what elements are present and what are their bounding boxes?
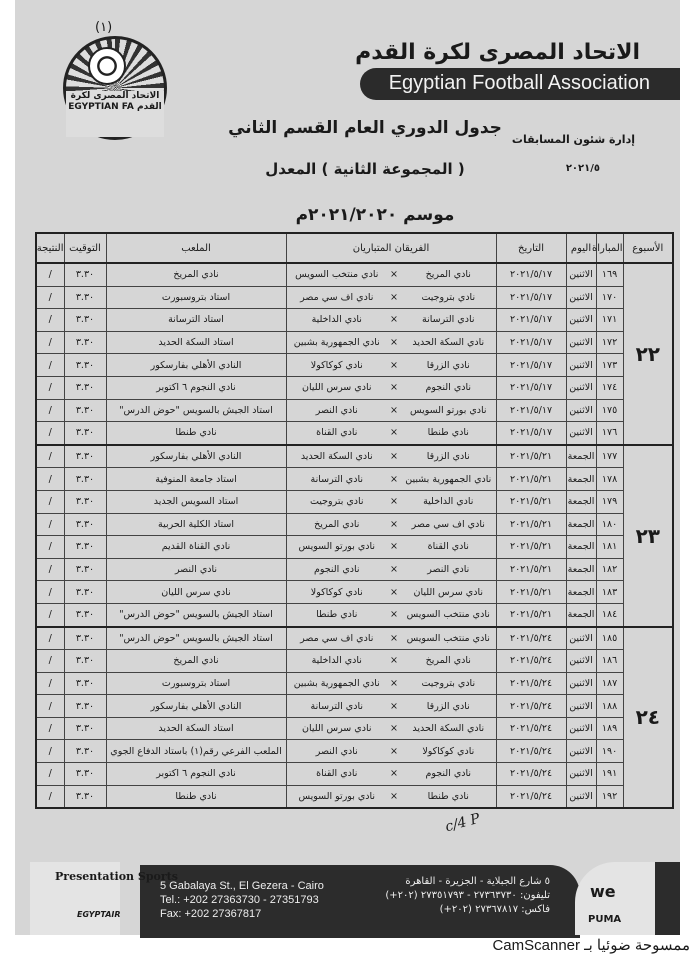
signature: c/4 P [443,810,482,836]
match-result: / [36,286,64,309]
home-team: نادي القناة [401,536,496,559]
match-date: ٢٠٢١/٥/١٧ [496,331,566,354]
stadium: استاد جامعة المنوفية [106,468,286,491]
kickoff-time: ٣.٣٠ [64,286,106,309]
vs-mark: × [387,785,401,808]
match-number: ١٧٦ [596,422,623,445]
home-team: نادي السكة الحديد [401,331,496,354]
kickoff-time: ٣.٣٠ [64,717,106,740]
match-result: / [36,399,64,422]
match-result: / [36,331,64,354]
stadium: استاد الكلية الحربية [106,513,286,536]
home-team: نادي الترسانة [401,309,496,332]
table-row [36,763,673,786]
table-row [36,695,673,718]
match-number: ١٧٤ [596,376,623,399]
table-row [36,672,673,695]
away-team: نادي كوكاكولا [286,354,387,377]
vs-mark: × [387,376,401,399]
match-number: ١٨٩ [596,717,623,740]
match-date: ٢٠٢١/٥/١٧ [496,354,566,377]
away-team: نادي النجوم [286,558,387,581]
document-subtitle: ( المجموعة الثانية ) المعدل [265,160,465,178]
vs-mark: × [387,627,401,650]
away-team: نادي المريخ [286,513,387,536]
match-number: ١٨٢ [596,558,623,581]
match-day: الجمعة [566,513,596,536]
match-number: ١٧٥ [596,399,623,422]
match-result: / [36,536,64,559]
football-icon [88,47,126,85]
match-date: ٢٠٢١/٥/١٧ [496,376,566,399]
vs-mark: × [387,740,401,763]
camscanner-watermark: ممسوحة ضوئيا بـ CamScanner [492,937,690,954]
vs-mark: × [387,422,401,445]
match-date: ٢٠٢١/٥/٢٤ [496,695,566,718]
fax-en: Fax: +202 27367817 [160,908,262,920]
match-number: ١٧٨ [596,468,623,491]
match-number: ١٧٢ [596,331,623,354]
kickoff-time: ٣.٣٠ [64,376,106,399]
week-cell: ٢٤ [623,627,673,809]
stadium: نادي النجوم ٦ اكتوبر [106,763,286,786]
match-result: / [36,263,64,286]
tel-ar: تليفون: ٢٧٣٦٣٧٣٠ - ٢٧٣٥١٧٩٣ (٢٠٢+) [385,890,550,901]
away-team: نادي الجمهورية بشبين [286,672,387,695]
table-row [36,286,673,309]
table-row [36,399,673,422]
match-date: ٢٠٢١/٥/٢١ [496,513,566,536]
away-team: نادي كوكاكولا [286,581,387,604]
table-row [36,422,673,445]
vs-mark: × [387,650,401,673]
match-date: ٢٠٢١/٥/٢٤ [496,672,566,695]
home-team: نادي النصر [401,558,496,581]
table-row [36,603,673,626]
efa-logo [63,36,167,140]
match-number: ١٨٨ [596,695,623,718]
match-number: ١٦٩ [596,263,623,286]
vs-mark: × [387,286,401,309]
match-number: ١٧٠ [596,286,623,309]
vs-mark: × [387,490,401,513]
kickoff-time: ٣.٣٠ [64,331,106,354]
stadium: نادي سرس الليان [106,581,286,604]
header-day: اليوم [566,233,596,263]
home-team: نادي الجمهورية بشبين [401,468,496,491]
kickoff-time: ٣.٣٠ [64,740,106,763]
header-week: الأسبوع [623,233,673,263]
kickoff-time: ٣.٣٠ [64,603,106,626]
match-result: / [36,650,64,673]
vs-mark: × [387,354,401,377]
away-team: نادي الجمهورية بشبين [286,331,387,354]
egyptair-logo: EGYPTAIR [77,910,121,919]
stadium: النادي الأهلي بفارسكور [106,695,286,718]
home-team: نادي اف سي مصر [401,513,496,536]
match-result: / [36,717,64,740]
footer-edge [655,862,680,935]
match-day: الاثنين [566,399,596,422]
match-date: ٢٠٢١/٥/٢٤ [496,763,566,786]
match-number: ١٧٩ [596,490,623,513]
vs-mark: × [387,536,401,559]
table-row [36,445,673,468]
table-row [36,717,673,740]
away-team: نادي سرس الليان [286,376,387,399]
kickoff-time: ٣.٣٠ [64,422,106,445]
table-row [36,558,673,581]
match-day: الاثنين [566,309,596,332]
away-team: نادي بورتو السويس [286,785,387,808]
table-header-row [36,233,673,263]
table-row [36,740,673,763]
stadium: نادي القناة القديم [106,536,286,559]
home-team: نادي بورتو السويس [401,399,496,422]
kickoff-time: ٣.٣٠ [64,445,106,468]
home-team: نادي النجوم [401,376,496,399]
page-number: (١) [95,20,113,35]
home-team: نادي المريخ [401,263,496,286]
street-en: 5 Gabalaya St., El Gezera - Cairo [160,880,324,892]
header-stadium: الملعب [106,233,286,263]
match-day: الاثنين [566,650,596,673]
away-team: نادي الداخلية [286,309,387,332]
match-date: ٢٠٢١/٥/٢١ [496,603,566,626]
vs-mark: × [387,263,401,286]
match-result: / [36,581,64,604]
org-name-ar: الاتحاد المصرى لكرة القدم [355,40,640,65]
match-result: / [36,558,64,581]
header-date: التاريخ [496,233,566,263]
vs-mark: × [387,331,401,354]
match-result: / [36,354,64,377]
season-label: موسم ٢٠٢١/٢٠٢٠م [295,205,455,225]
vs-mark: × [387,445,401,468]
away-team: نادي القناة [286,422,387,445]
stadium: نادي النجوم ٦ اكتوبر [106,376,286,399]
home-team: نادي الزرقا [401,695,496,718]
table-row [36,785,673,808]
away-team: نادي اف سي مصر [286,627,387,650]
home-team: نادي الزرقا [401,445,496,468]
vs-mark: × [387,695,401,718]
header-match: المباراة [596,233,623,263]
away-team: نادي النصر [286,740,387,763]
away-team: نادي النصر [286,399,387,422]
match-day: الجمعة [566,536,596,559]
match-date: ٢٠٢١/٥/١٧ [496,309,566,332]
match-result: / [36,490,64,513]
match-number: ١٩٢ [596,785,623,808]
address-ar [385,875,550,917]
match-result: / [36,695,64,718]
match-number: ١٧٧ [596,445,623,468]
home-team: نادي طنطا [401,422,496,445]
away-team: نادي القناة [286,763,387,786]
stadium: استاد بتروسبورت [106,286,286,309]
table-row [36,354,673,377]
match-number: ١٩١ [596,763,623,786]
away-team: نادي الداخلية [286,650,387,673]
schedule-table [35,232,674,809]
vs-mark: × [387,513,401,536]
schedule-body [36,263,673,808]
address-en [160,879,324,921]
stadium: استاد السكة الحديد [106,331,286,354]
match-date: ٢٠٢١/٥/٢٤ [496,740,566,763]
home-team: نادي بتروجيت [401,672,496,695]
kickoff-time: ٣.٣٠ [64,785,106,808]
kickoff-time: ٣.٣٠ [64,536,106,559]
vs-mark: × [387,309,401,332]
match-date: ٢٠٢١/٥/٢١ [496,445,566,468]
match-day: الجمعة [566,603,596,626]
match-number: ١٩٠ [596,740,623,763]
home-team: نادي السكة الحديد [401,717,496,740]
home-team: نادي منتخب السويس [401,627,496,650]
kickoff-time: ٣.٣٠ [64,263,106,286]
letterhead-footer [15,862,680,935]
logo-text: الاتحاد المصرى لكرة القدم EGYPTIAN FA [66,91,164,137]
home-team: نادي منتخب السويس [401,603,496,626]
week-cell: ٢٣ [623,445,673,627]
home-team: نادي الزرقا [401,354,496,377]
match-day: الاثنين [566,286,596,309]
document-title: جدول الدوري العام القسم الثاني [228,118,502,138]
stadium: نادي المريخ [106,650,286,673]
match-day: الاثنين [566,740,596,763]
away-team: نادي السكة الحديد [286,445,387,468]
match-number: ١٨٥ [596,627,623,650]
stadium: استاد الجيش بالسويس "حوض الدرس" [106,627,286,650]
match-date: ٢٠٢١/٥/١٧ [496,422,566,445]
kickoff-time: ٣.٣٠ [64,490,106,513]
home-team: نادي المريخ [401,650,496,673]
match-day: الاثنين [566,376,596,399]
vs-mark: × [387,468,401,491]
stadium: استاد بتروسبورت [106,672,286,695]
match-number: ١٨٤ [596,603,623,626]
match-date: ٢٠٢١/٥/١٧ [496,263,566,286]
kickoff-time: ٣.٣٠ [64,399,106,422]
match-day: الجمعة [566,581,596,604]
match-result: / [36,309,64,332]
away-team: نادي منتخب السويس [286,263,387,286]
kickoff-time: ٣.٣٠ [64,558,106,581]
table-row [36,513,673,536]
kickoff-time: ٣.٣٠ [64,468,106,491]
presentation-sports-logo: Presentation Sports [55,870,178,883]
match-day: الجمعة [566,558,596,581]
match-day: الجمعة [566,468,596,491]
home-team: نادي النجوم [401,763,496,786]
away-team: نادي الترسانة [286,695,387,718]
match-result: / [36,603,64,626]
match-date: ٢٠٢١/٥/١٧ [496,399,566,422]
stadium: نادي النصر [106,558,286,581]
match-result: / [36,627,64,650]
puma-logo: PUMA [588,914,622,925]
table-row [36,263,673,286]
stadium: النادي الأهلي بفارسكور [106,354,286,377]
stadium: استاد السويس الجديد [106,490,286,513]
away-team: نادي بتروجيت [286,490,387,513]
vs-mark: × [387,558,401,581]
kickoff-time: ٣.٣٠ [64,354,106,377]
match-date: ٢٠٢١/٥/٢٤ [496,650,566,673]
stadium: نادي طنطا [106,785,286,808]
table-row [36,650,673,673]
match-day: الاثنين [566,263,596,286]
table-row [36,309,673,332]
kickoff-time: ٣.٣٠ [64,581,106,604]
match-day: الاثنين [566,763,596,786]
match-day: الاثنين [566,672,596,695]
match-date: ٢٠٢١/٥/١٧ [496,286,566,309]
match-day: الاثنين [566,785,596,808]
fax-ar: فاكس: ٢٧٣٦٧٨١٧ (٢٠٢+) [439,904,550,915]
match-day: الجمعة [566,445,596,468]
header-time: التوقيت [64,233,106,263]
kickoff-time: ٣.٣٠ [64,309,106,332]
stadium: نادي المريخ [106,263,286,286]
match-result: / [36,376,64,399]
match-result: / [36,763,64,786]
match-result: / [36,513,64,536]
table-row [36,536,673,559]
match-date: ٢٠٢١/٥/٢٤ [496,785,566,808]
match-result: / [36,672,64,695]
match-date: ٢٠٢١/٥/٢١ [496,490,566,513]
match-day: الاثنين [566,627,596,650]
stadium: استاد السكة الحديد [106,717,286,740]
match-result: / [36,445,64,468]
match-result: / [36,468,64,491]
table-row [36,627,673,650]
home-team: نادي كوكاكولا [401,740,496,763]
match-day: الاثنين [566,422,596,445]
table-row [36,376,673,399]
match-number: ١٨٧ [596,672,623,695]
stadium: استاد الترسانة [106,309,286,332]
vs-mark: × [387,717,401,740]
kickoff-time: ٣.٣٠ [64,763,106,786]
match-day: الاثنين [566,354,596,377]
home-team: نادي الداخلية [401,490,496,513]
vs-mark: × [387,399,401,422]
tel-en: Tel.: +202 27363730 - 27351793 [160,894,319,906]
away-team: نادي الترسانة [286,468,387,491]
table-row [36,581,673,604]
org-name-en: Egyptian Football Association [388,72,650,94]
table-row [36,331,673,354]
stadium: استاد الجيش بالسويس "حوض الدرس" [106,603,286,626]
match-date: ٢٠٢١/٥/٢٤ [496,627,566,650]
vs-mark: × [387,581,401,604]
stadium: نادي طنطا [106,422,286,445]
header-result: النتيجة [36,233,64,263]
match-date: ٢٠٢١/٥/٢١ [496,581,566,604]
kickoff-time: ٣.٣٠ [64,695,106,718]
away-team: نادي طنطا [286,603,387,626]
match-result: / [36,785,64,808]
header-teams: الفريقان المتباريان [286,233,496,263]
kickoff-time: ٣.٣٠ [64,650,106,673]
department-label: إدارة شئون المسابقات [511,133,635,146]
match-number: ١٧١ [596,309,623,332]
issue-date: ٢٠٢١/٥ [565,163,600,174]
away-team: نادي اف سي مصر [286,286,387,309]
table-row [36,490,673,513]
home-team: نادي بتروجيت [401,286,496,309]
match-number: ١٨٦ [596,650,623,673]
home-team: نادي طنطا [401,785,496,808]
stadium: استاد الجيش بالسويس "حوض الدرس" [106,399,286,422]
away-team: نادي سرس الليان [286,717,387,740]
stadium: الملعب الفرعي رقم(١) باستاد الدفاع الجوي [106,740,286,763]
table-row [36,468,673,491]
match-result: / [36,740,64,763]
match-date: ٢٠٢١/٥/٢٤ [496,717,566,740]
match-number: ١٨٣ [596,581,623,604]
match-date: ٢٠٢١/٥/٢١ [496,536,566,559]
document-page [15,0,680,935]
kickoff-time: ٣.٣٠ [64,627,106,650]
match-date: ٢٠٢١/٥/٢١ [496,468,566,491]
match-day: الاثنين [566,331,596,354]
match-result: / [36,422,64,445]
week-cell: ٢٢ [623,263,673,445]
match-day: الاثنين [566,717,596,740]
match-number: ١٨٠ [596,513,623,536]
match-day: الجمعة [566,490,596,513]
vs-mark: × [387,763,401,786]
kickoff-time: ٣.٣٠ [64,513,106,536]
vs-mark: × [387,672,401,695]
vs-mark: × [387,603,401,626]
match-number: ١٨١ [596,536,623,559]
match-date: ٢٠٢١/٥/٢١ [496,558,566,581]
away-team: نادي بورتو السويس [286,536,387,559]
street-ar: ٥ شارع الجبلاية - الجزيرة - القاهرة [405,876,550,887]
stadium: النادي الأهلي بفارسكور [106,445,286,468]
we-logo: we [590,882,616,901]
match-number: ١٧٣ [596,354,623,377]
home-team: نادي سرس الليان [401,581,496,604]
match-day: الاثنين [566,695,596,718]
kickoff-time: ٣.٣٠ [64,672,106,695]
